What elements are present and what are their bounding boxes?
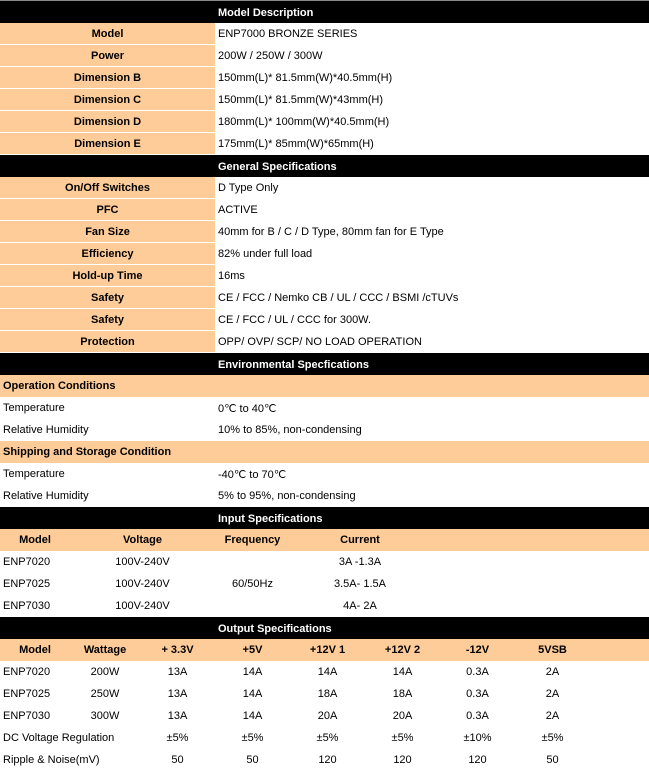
column-header: +12V 2: [384, 644, 421, 656]
spec-label: Protection: [0, 331, 215, 353]
input-table-body: [0, 551, 649, 617]
spec-value: 200W / 250W / 300W: [215, 45, 649, 67]
spec-row: [0, 177, 649, 199]
cell-neg12v: 0.3A: [466, 710, 489, 722]
env-row: [0, 397, 649, 419]
cell-neg12v: 0.3A: [466, 688, 489, 700]
cell-model: ENP7020: [3, 556, 51, 568]
spec-row: [0, 199, 649, 221]
column-header: Frequency: [224, 534, 281, 546]
cell-wattage: 300W: [90, 710, 120, 722]
env-row: [0, 463, 649, 485]
cell-12v1: 14A: [317, 666, 338, 678]
cell-3v3: 13A: [167, 688, 188, 700]
spec-value: CE / FCC / UL / CCC for 300W.: [215, 309, 649, 331]
spec-row: [0, 331, 649, 353]
env-label: Temperature: [3, 402, 65, 414]
env-value: -40℃ to 70℃: [218, 468, 287, 481]
spec-value: OPP/ OVP/ SCP/ NO LOAD OPERATION: [215, 331, 649, 353]
cell-3v3: 13A: [167, 710, 188, 722]
env-value: 0℃ to 40℃: [218, 402, 277, 415]
spec-row: [0, 243, 649, 265]
spec-label: Power: [0, 45, 215, 67]
row-label: Ripple & Noise(mV): [3, 754, 100, 766]
cell-3v3: ±5%: [166, 732, 189, 744]
spec-row: [0, 133, 649, 155]
section-header-output-specifications: Output Specifications: [0, 617, 649, 639]
spec-row: [0, 67, 649, 89]
cell-voltage: 100V-240V: [115, 600, 170, 612]
cell-current: 4A- 2A: [343, 600, 377, 612]
cell-12v1: 20A: [317, 710, 338, 722]
row-label: DC Voltage Regulation: [3, 732, 115, 744]
cell-3v3: 50: [171, 754, 184, 766]
column-header: -12V: [465, 644, 490, 656]
spec-row: [0, 111, 649, 133]
env-row: [0, 485, 649, 507]
cell-neg12v: 120: [468, 754, 487, 766]
cell-12v2: 14A: [392, 666, 413, 678]
spec-row: [0, 309, 649, 331]
env-value: 10% to 85%, non-condensing: [218, 424, 362, 436]
subsection-shipping-storage: Shipping and Storage Condition: [0, 441, 649, 463]
spec-value: 175mm(L)* 85mm(W)*65mm(H): [215, 133, 649, 155]
cell-12v2: 20A: [392, 710, 413, 722]
cell-5v: 50: [246, 754, 259, 766]
cell-12v2: 120: [393, 754, 412, 766]
cell-12v2: 18A: [392, 688, 413, 700]
spec-label: Fan Size: [0, 221, 215, 243]
spec-value: 150mm(L)* 81.5mm(W)*40.5mm(H): [215, 67, 649, 89]
spec-row: [0, 45, 649, 67]
cell-wattage: 250W: [90, 688, 120, 700]
cell-frequency: 60/50Hz: [232, 578, 273, 590]
spec-label: Safety: [0, 287, 215, 309]
cell-current: 3A -1.3A: [338, 556, 382, 568]
column-header: Voltage: [123, 534, 162, 546]
env-label: Temperature: [3, 468, 65, 480]
cell-5v: 14A: [242, 666, 263, 678]
spec-label: Dimension D: [0, 111, 215, 133]
cell-model: ENP7025: [3, 578, 51, 590]
spec-value: 40mm for B / C / D Type, 80mm fan for E Type: [215, 221, 649, 243]
cell-5v: 14A: [242, 710, 263, 722]
cell-5vsb: 50: [546, 754, 559, 766]
spec-value: 180mm(L)* 100mm(W)*40.5mm(H): [215, 111, 649, 133]
cell-12v2: ±5%: [391, 732, 414, 744]
section-header-input-specifications: Input Specifications: [0, 507, 649, 529]
cell-model: ENP7025: [3, 688, 51, 700]
cell-wattage: 200W: [90, 666, 120, 678]
column-header: +5V: [242, 644, 263, 656]
spec-value: ENP7000 BRONZE SERIES: [215, 23, 649, 45]
cell-5vsb: 2A: [545, 710, 560, 722]
cell-5vsb: ±5%: [541, 732, 564, 744]
cell-12v1: ±5%: [316, 732, 339, 744]
cell-current: 3.5A- 1.5A: [334, 578, 386, 590]
table-row: [0, 661, 649, 683]
cell-model: ENP7020: [3, 666, 51, 678]
spec-label: Dimension E: [0, 133, 215, 155]
input-table-header: [0, 529, 649, 551]
spec-label: Dimension B: [0, 67, 215, 89]
spec-row: [0, 23, 649, 45]
column-header: 5VSB: [538, 644, 567, 656]
cell-neg12v: ±10%: [463, 732, 492, 744]
section-header-environmental-specifications: Environmental Specfications: [0, 353, 649, 375]
table-row: [0, 705, 649, 727]
column-header: + 3.3V: [161, 644, 194, 656]
spec-value: ACTIVE: [215, 199, 649, 221]
spec-label: Safety: [0, 309, 215, 331]
column-header: +12V 1: [309, 644, 346, 656]
cell-model: ENP7030: [3, 600, 51, 612]
spec-label: PFC: [0, 199, 215, 221]
spec-row: [0, 89, 649, 111]
table-row-regulation: [0, 727, 649, 749]
spec-value: 82% under full load: [215, 243, 649, 265]
column-header: Model: [19, 644, 51, 656]
table-row: [0, 573, 649, 595]
column-header: Wattage: [83, 644, 127, 656]
section-header-model-description: Model Description: [0, 1, 649, 23]
table-row-ripple: [0, 749, 649, 771]
column-header: Current: [340, 534, 380, 546]
cell-3v3: 13A: [167, 666, 188, 678]
subsection-operation-conditions: Operation Conditions: [0, 375, 649, 397]
spec-label: Efficiency: [0, 243, 215, 265]
table-row: [0, 551, 649, 573]
cell-5v: 14A: [242, 688, 263, 700]
spec-label: On/Off Switches: [0, 177, 215, 199]
section-header-general-specifications: General Specifications: [0, 155, 649, 177]
spec-row: [0, 265, 649, 287]
cell-voltage: 100V-240V: [115, 578, 170, 590]
spec-value: 16ms: [215, 265, 649, 287]
spec-label: Model: [0, 23, 215, 45]
env-row: [0, 419, 649, 441]
table-row: [0, 595, 649, 617]
spec-value: 150mm(L)* 81.5mm(W)*43mm(H): [215, 89, 649, 111]
cell-model: ENP7030: [3, 710, 51, 722]
spec-label: Hold-up Time: [0, 265, 215, 287]
spec-value: D Type Only: [215, 177, 649, 199]
table-row: [0, 683, 649, 705]
output-table-header: [0, 639, 649, 661]
cell-5v: ±5%: [241, 732, 264, 744]
spec-label: Dimension C: [0, 89, 215, 111]
cell-5vsb: 2A: [545, 666, 560, 678]
cell-neg12v: 0.3A: [466, 666, 489, 678]
cell-5vsb: 2A: [545, 688, 560, 700]
env-label: Relative Humidity: [3, 424, 89, 436]
cell-12v1: 18A: [317, 688, 338, 700]
env-value: 5% to 95%, non-condensing: [218, 490, 356, 502]
env-label: Relative Humidity: [3, 490, 89, 502]
spec-row: [0, 221, 649, 243]
spec-row: [0, 287, 649, 309]
column-header: Model: [19, 534, 51, 546]
cell-voltage: 100V-240V: [115, 556, 170, 568]
spec-value: CE / FCC / Nemko CB / UL / CCC / BSMI /cTUVs: [215, 287, 649, 309]
cell-12v1: 120: [318, 754, 337, 766]
